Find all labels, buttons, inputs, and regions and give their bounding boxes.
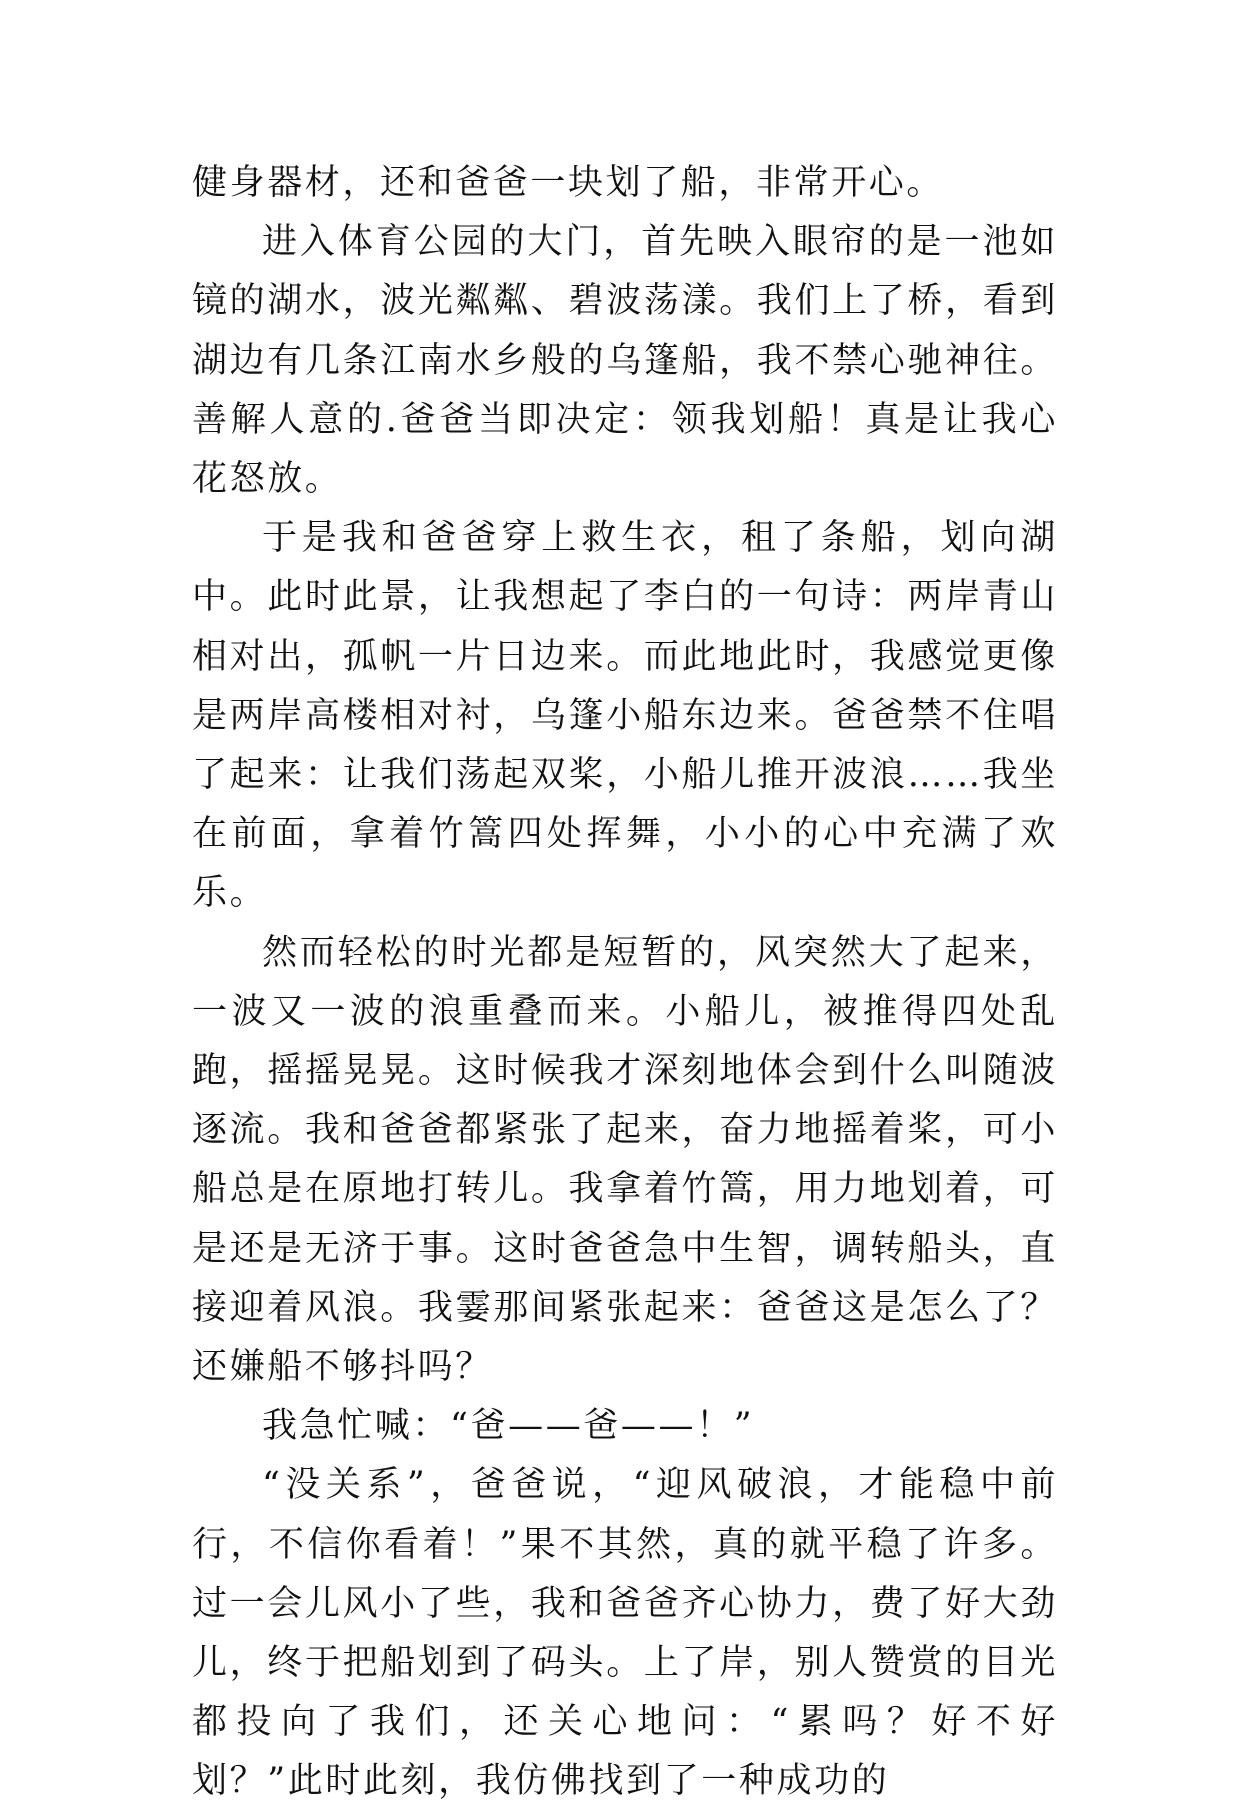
paragraph-2: 进入体育公园的大门，首先映入眼帘的是一池如镜的湖水，波光粼粼、碧波荡漾。我们上了桥，看到湖边有几条江南水乡般的乌篷船，我不禁心驰神往。善解人意的.爸爸当即决定：领我划船！真是让我心花怒放。 xyxy=(192,222,1058,500)
paragraph-6: “没关系”，爸爸说，“迎风破浪，才能稳中前行，不信你看着！”果不其然，真的就平稳了许多。过一会儿风小了些，我和爸爸齐心协力，费了好大劲儿，终于把船划到了码头。上了岸，别人赞赏的目光都投向了我们，还关心地问：“累吗？好不好划？”此时此刻，我仿佛找到了一种成功的 xyxy=(192,1465,1058,1802)
paragraph-3: 于是我和爸爸穿上救生衣，租了条船，划向湖中。此时此景，让我想起了李白的一句诗：两岸青山相对出，孤帆一片日边来。而此地此时，我感觉更像是两岸高楼相对衬，乌篷小船东边来。爸爸禁不住唱了起来：让我们荡起双桨，小船儿推开波浪……我坐在前面，拿着竹篙四处挥舞，小小的心中充满了欢乐。 xyxy=(192,518,1058,914)
paragraph-5: 我急忙喊：“爸——爸——！” xyxy=(262,1406,755,1447)
paragraph-4: 然而轻松的时光都是短暂的，风突然大了起来，一波又一波的浪重叠而来。小船儿，被推得四处乱跑，摇摇晃晃。这时候我才深刻地体会到什么叫随波逐流。我和爸爸都紧张了起来，奋力地摇着桨，可小船总是在原地打转儿。我拿着竹篙，用力地划着，可是还是无济于事。这时爸爸急中生智，调转船头，直接迎着风浪。我霎那间紧张起来：爸爸这是怎么了？还嫌船不够抖吗？ xyxy=(192,932,1058,1388)
paragraph-1: 健身器材，还和爸爸一块划了船，非常开心。 xyxy=(192,163,945,203)
body-text xyxy=(192,154,1058,1812)
